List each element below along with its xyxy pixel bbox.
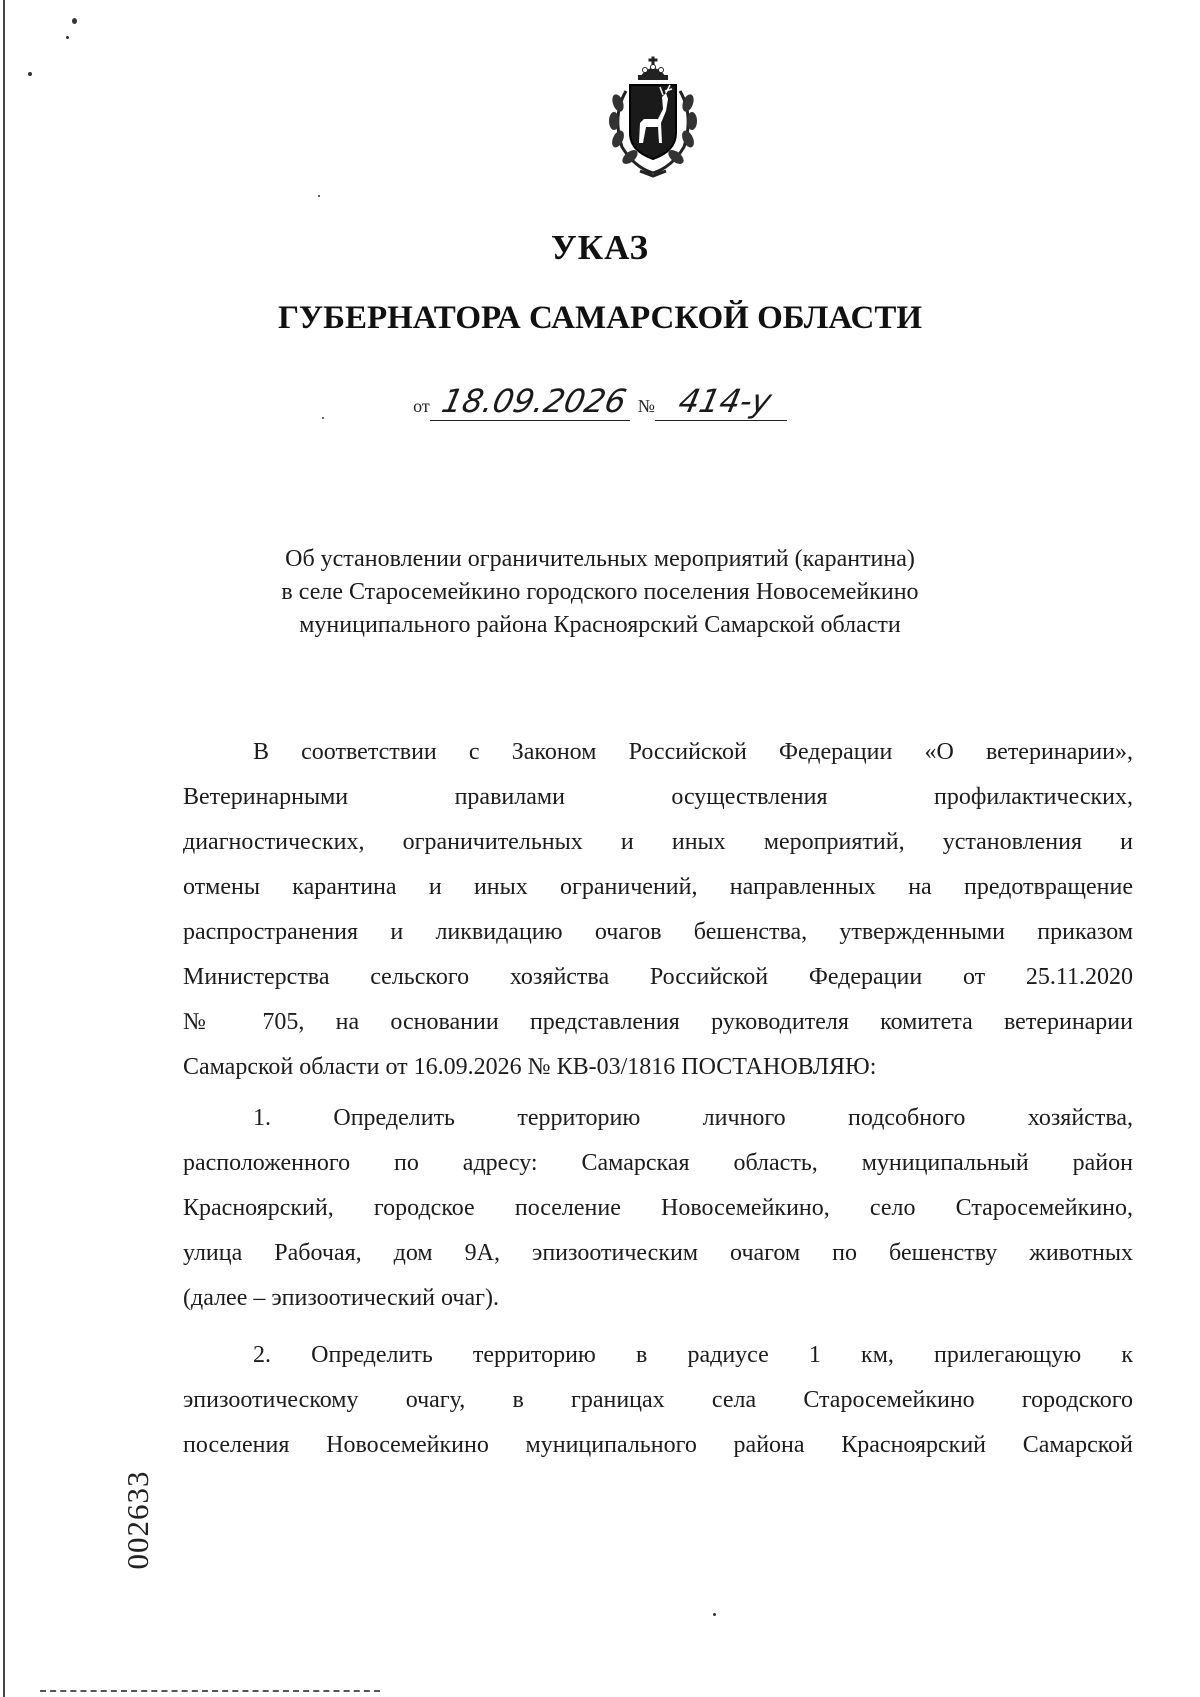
item-1-paragraph <box>183 1096 1133 1321</box>
item-2-paragraph <box>183 1333 1133 1468</box>
subject-line: в селе Старосемейкино городского поселения Новосемейкино <box>281 579 919 605</box>
scan-speck <box>66 36 69 39</box>
body-line: эпизоотическому очагу, в границах села Старосемейкино городского <box>183 1387 1133 1413</box>
coat-of-arms-icon <box>600 55 720 180</box>
document-issuer: ГУБЕРНАТОРА САМАРСКОЙ ОБЛАСТИ <box>277 300 923 336</box>
body-line: расположенного по адресу: Самарская область, муниципальный район <box>183 1150 1133 1176</box>
handwritten-number: 414-у <box>655 382 795 421</box>
scan-speck <box>28 72 32 76</box>
body-line: Ветеринарными правилами осуществления профилактических, <box>183 784 1133 810</box>
body-line: В соответствии с Законом Российской Федерации «О ветеринарии», <box>253 739 1133 765</box>
scan-speck <box>72 18 77 24</box>
body-line: № 705, на основании представления руководителя комитета ветеринарии <box>183 1009 1133 1035</box>
date-label: от <box>413 396 430 416</box>
body-line: отмены карантина и иных ограничений, направленных на предотвращение <box>183 874 1133 900</box>
scan-bottom-dash <box>40 1690 380 1692</box>
preamble-paragraph <box>183 730 1133 1090</box>
document-title: УКАЗ <box>551 228 649 267</box>
body-line: Красноярский, городское поселение Новосемейкино, село Старосемейкино, <box>183 1195 1133 1221</box>
handwritten-date: 18.09.2026 <box>430 382 638 421</box>
body-line: 2. Определить территорию в радиусе 1 км, прилегающую к <box>253 1342 1133 1368</box>
serial-number: 002633 <box>120 1470 155 1570</box>
document-body <box>183 730 1133 1468</box>
body-line: улица Рабочая, дом 9А, эпизоотическим очагом по бешенству животных <box>183 1240 1133 1266</box>
body-line: поселения Новосемейкино муниципального района Красноярский Самарской <box>183 1432 1133 1458</box>
date-number-line <box>0 382 1200 421</box>
subject-line: Об установлении ограничительных мероприятий (карантина) <box>285 546 915 572</box>
number-label: № <box>637 396 655 416</box>
body-line: Министерства сельского хозяйства Российской Федерации от 25.11.2020 <box>183 964 1133 990</box>
body-line: (далее – эпизоотический очаг). <box>183 1285 499 1311</box>
scan-speck <box>713 1613 716 1616</box>
document-subject <box>0 543 1200 642</box>
body-line: диагностических, ограничительных и иных мероприятий, установления и <box>183 829 1133 855</box>
body-line: 1. Определить территорию личного подсобного хозяйства, <box>253 1105 1133 1131</box>
body-line: Самарской области от 16.09.2026 № КВ-03/1816 ПОСТАНОВЛЯЮ: <box>183 1054 877 1080</box>
subject-line: муниципального района Красноярский Самарской области <box>299 612 901 638</box>
body-line: распространения и ликвидацию очагов бешенства, утвержденными приказом <box>183 919 1133 945</box>
scan-speck <box>318 195 320 197</box>
